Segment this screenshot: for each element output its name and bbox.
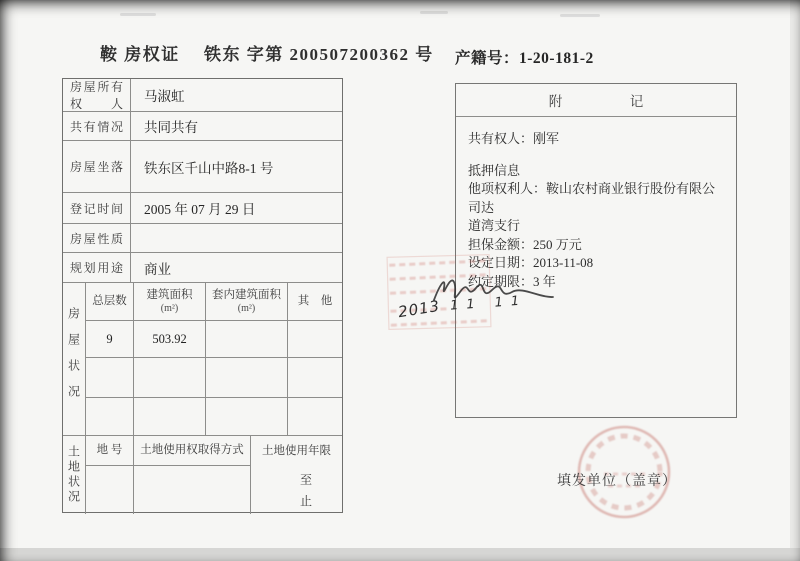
table-row-registration-date bbox=[63, 193, 342, 224]
empty-cell bbox=[134, 398, 206, 435]
land-term-to: 至 bbox=[299, 472, 312, 487]
land-status-section bbox=[63, 436, 342, 514]
set-date-line: 设定日期：2013-11-08 bbox=[468, 255, 594, 270]
table-row-house-nature bbox=[63, 224, 342, 253]
row-label: 规划用途 bbox=[63, 253, 131, 282]
col-header-lot-number: 地 号 bbox=[86, 436, 134, 466]
land-term-cell bbox=[251, 466, 342, 514]
certificate-title: 鞍 房权证 铁东 字第 200507200362 号 bbox=[100, 45, 434, 64]
handwritten-signature bbox=[420, 266, 555, 314]
house-status-side-label: 房屋状况 bbox=[63, 283, 86, 435]
appendix-body bbox=[456, 117, 736, 291]
table-row-location bbox=[63, 141, 342, 193]
empty-cell bbox=[134, 466, 251, 514]
scan-bottom-edge bbox=[0, 548, 800, 561]
row-label: 共有情况 bbox=[63, 112, 131, 140]
handwritten-year: 2013 bbox=[396, 296, 442, 322]
land-status-side-label: 土地状况 bbox=[63, 436, 86, 514]
co-ownership-value: 共同共有 bbox=[144, 120, 198, 135]
appendix-box bbox=[455, 83, 737, 418]
land-term-end: 止 bbox=[299, 494, 312, 509]
scan-smudge bbox=[560, 14, 600, 17]
row-label: 房屋性质 bbox=[63, 224, 131, 252]
scan-smudge bbox=[420, 11, 448, 14]
other-value bbox=[288, 321, 342, 358]
col-header-floors: 总层数 bbox=[86, 283, 134, 321]
col-header-land-term: 土地使用年限 bbox=[262, 444, 331, 457]
co-owner-line: 共有权人：刚军 bbox=[468, 131, 560, 146]
guarantee-amount-line: 担保金额：250 万元 bbox=[468, 236, 582, 252]
obligee-line1: 他项权利人：鞍山农村商业银行股份有限公司达 bbox=[468, 181, 716, 215]
location-value: 铁东区千山中路8-1 号 bbox=[144, 160, 274, 176]
col-header-land-acquisition: 土地使用权取得方式 bbox=[134, 436, 251, 466]
land-status-grid bbox=[86, 436, 342, 514]
empty-cell bbox=[206, 398, 288, 435]
appendix-title: 附 记 bbox=[456, 84, 736, 117]
empty-cell bbox=[134, 358, 206, 398]
row-label: 登记时间 bbox=[63, 193, 131, 223]
serial-label: 产籍号： bbox=[455, 50, 520, 67]
handwritten-days: 11 11 bbox=[449, 293, 528, 314]
col-header-other: 其 他 bbox=[288, 283, 342, 321]
obligee-line2: 道湾支行 bbox=[468, 218, 521, 233]
col-header-inner-area: 套内建筑面积 (m²) bbox=[206, 283, 288, 321]
planned-use-value: 商业 bbox=[144, 261, 171, 277]
built-area-value: 503.92 bbox=[134, 321, 206, 358]
house-status-grid bbox=[86, 283, 342, 435]
house-status-section bbox=[63, 283, 342, 436]
agreed-term-line: 约定期限：3 年 bbox=[468, 273, 556, 289]
table-row-planned-use bbox=[63, 253, 342, 283]
scan-right-edge bbox=[790, 0, 800, 561]
empty-cell bbox=[288, 358, 342, 398]
property-info-table bbox=[62, 78, 343, 513]
empty-cell bbox=[86, 466, 134, 514]
owner-name-value: 马淑虹 bbox=[144, 89, 185, 104]
issuing-authority-label: 填发单位（盖章） bbox=[557, 474, 677, 489]
serial-value: 1-20-181-2 bbox=[519, 50, 594, 67]
mortgage-heading: 抵押信息 bbox=[468, 162, 521, 178]
property-registry-number bbox=[455, 46, 594, 68]
empty-cell bbox=[206, 358, 288, 398]
floors-value: 9 bbox=[86, 321, 134, 358]
row-label: 房屋所有权人 bbox=[63, 79, 131, 111]
empty-cell bbox=[288, 398, 342, 435]
empty-cell bbox=[86, 358, 134, 398]
table-row-co-ownership bbox=[63, 112, 342, 141]
scan-smudge bbox=[120, 13, 156, 16]
house-nature-value bbox=[131, 224, 342, 252]
empty-cell bbox=[86, 398, 134, 435]
table-row-owner bbox=[63, 79, 342, 112]
registration-date-value: 2005 年 07 月 29 日 bbox=[144, 202, 256, 217]
row-label: 房屋坐落 bbox=[63, 141, 131, 192]
inner-area-value bbox=[206, 321, 288, 358]
col-header-built-area: 建筑面积 (m²) bbox=[134, 283, 206, 321]
